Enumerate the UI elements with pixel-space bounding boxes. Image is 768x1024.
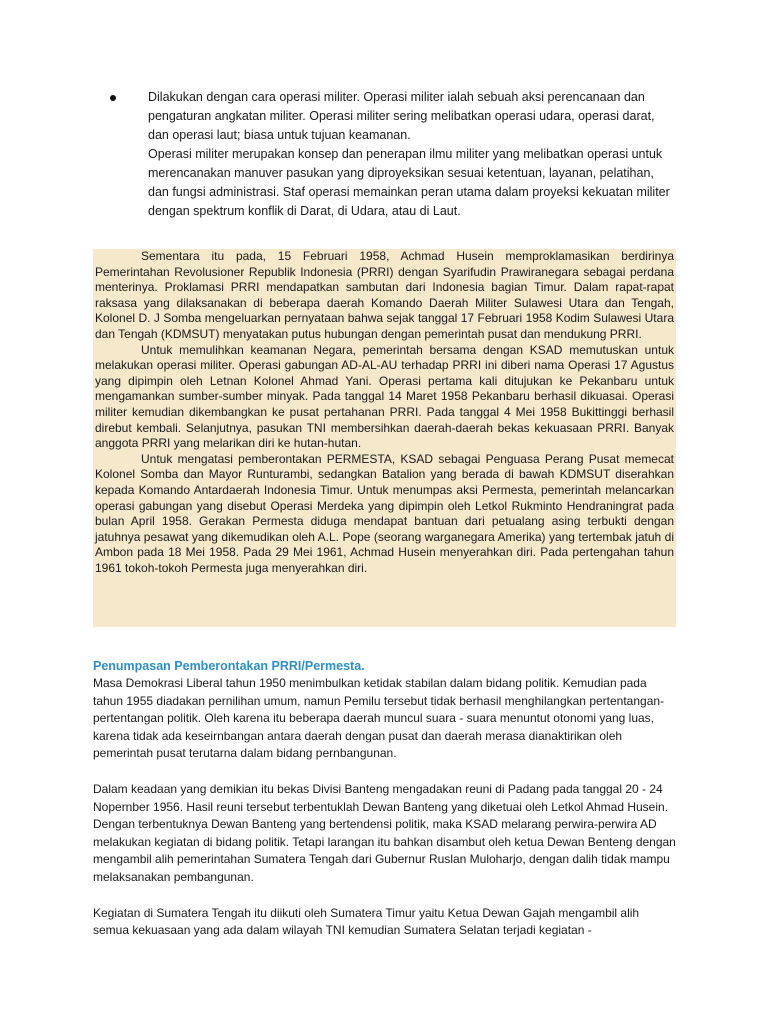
- section-paragraph-2: Dalam keadaan yang demikian itu bekas Divisi Banteng mengadakan reuni di Padang pada tanggal 20 - 24 Nopernber 1956. Hasil reuni tersebut terbentuklah Dewan Banteng yang diketuai oleh Letkol Ahmad Husein. Dengan terbentuknya Dewan Banteng yang bertendensi politik, maka KSAD melarang perwira-perwira AD melakukan kegiatan di bidang politik. Tetapi larangan itu bahkan disambut oleh ketua Dewan Benteng dengan mengambil alih pemerintahan Sumatera Tengah dari Gubernur Ruslan Muloharjo, dengan dalih tidak mampu melaksanakan pembangunan.: [93, 781, 676, 884]
- section-paragraph-1: Masa Demokrasi Liberal tahun 1950 menimbulkan ketidak stabilan dalam bidang politik. Kemudian pada tahun 1955 diadakan pernilihan umum, namun Pemilu tersebut tidak berhasil menghilangkan pertentangan-pertentangan politik. Oleh karena itu beberapa daerah muncul suara - suara menuntut otonomi yang luas, karena tidak ada keseirnbangan antara daerah dengan pusat dan daerah merasa dianaktirikan oleh pemerintah pusat terutarna dalam bidang pernbangunan.: [93, 676, 665, 761]
- bullet-dot-icon: [110, 95, 116, 101]
- bullet-text: [148, 88, 670, 221]
- section-paragraph-3: Kegiatan di Sumatera Tengah itu diikuti oleh Sumatera Timur yaitu Ketua Dewan Gajah mengambil alih semua kekuasaan yang ada dalam wilayah TNI kemudian Sumatera Selatan terjadi kegiatan -: [93, 905, 640, 938]
- bullet-item: [110, 88, 670, 221]
- highlighted-passage: [93, 249, 676, 627]
- highlight-paragraph-1: Sementara itu pada, 15 Februari 1958, Achmad Husein memproklamasikan berdirinya Pemerintahan Revolusioner Republik Indonesia (PRRI) dengan Syarifudin Prawiranegara sebagai perdana menterinya. Proklamasi PRRI mendapatkan sambutan dari Indonesia bagian Timur. Dalam rapat-rapat raksasa yang dilaksanakan di beberapa daerah Komando Daerah Militer Sulawesi Utara dan Tengah, Kolonel D. J Somba mengeluarkan pernyataan bahwa sejak tanggal 17 Februari 1958 Kodim Sulawesi Utara dan Tengah (KDMSUT) menyatakan putus hubungan dengan pemerintah pusat dan mendukung PRRI.: [95, 249, 674, 341]
- section-penumpasan: [93, 657, 678, 958]
- section-heading: Penumpasan Pemberontakan PRRI/Permesta.: [93, 659, 365, 673]
- bullet-paragraph-1: Dilakukan dengan cara operasi militer. Operasi militer ialah sebuah aksi perencanaan dan pengaturan angkatan militer. Operasi militer sering melibatkan operasi udara, operasi darat, dan operasi laut; biasa untuk tujuan keamanan.: [148, 90, 655, 142]
- highlight-paragraph-3: Untuk mengatasi pemberontakan PERMESTA, KSAD sebagai Penguasa Perang Pusat memecat Kolonel Somba dan Mayor Runturambi, sedangkan Batalion yang berada di bawah KDMSUT diserahkan kepada Komando Antardaerah Indonesia Timur. Untuk menumpas aksi Permesta, pemerintah melancarkan operasi gabungan yang disebut Operasi Merdeka yang dipimpin oleh Letkol Rukminto Hendraningrat pada bulan April 1958. Gerakan Permesta diduga mendapat bantuan dari petualang asing terbukti dengan jatuhnya pesawat yang dikemudikan oleh A.L. Pope (seorang warganegara Amerika) yang tertembak jatuh di Ambon pada 18 Mei 1958. Pada 29 Mei 1961, Achmad Husein menyerahkan diri. Pada pertengahan tahun 1961 tokoh-tokoh Permesta juga menyerahkan diri.: [95, 451, 674, 575]
- highlight-paragraph-2: Untuk memulihkan keamanan Negara, pemerintah bersama dengan KSAD memutuskan untuk melakukan operasi militer. Operasi gabungan AD-AL-AU terhadap PRRI ini diberi nama Operasi 17 Agustus yang dipimpin oleh Letnan Kolonel Ahmad Yani. Operasi pertama kali ditujukan ke Pekanbaru untuk mengamankan sumber-sumber minyak. Pada tanggal 14 Maret 1958 Pekanbaru berhasil dikuasai. Operasi militer kemudian dikembangkan ke pusat pertahanan PRRI. Pada tanggal 4 Mei 1958 Bukittinggi berhasil direbut kembali. Selanjutnya, pasukan TNI membersihkan daerah-daerah bekas kekuasaan PRRI. Banyak anggota PRRI yang melarikan diri ke hutan-hutan.: [95, 342, 674, 451]
- bullet-paragraph-2: Operasi militer merupakan konsep dan penerapan ilmu militer yang melibatkan operasi untuk merencanakan manuver pasukan yang diproyeksikan sesuai ketentuan, layanan, pelatihan, dan fungsi administrasi. Staf operasi memainkan peran utama dalam proyeksi kekuatan militer dengan spektrum konflik di Darat, di Udara, atau di Laut.: [148, 147, 670, 218]
